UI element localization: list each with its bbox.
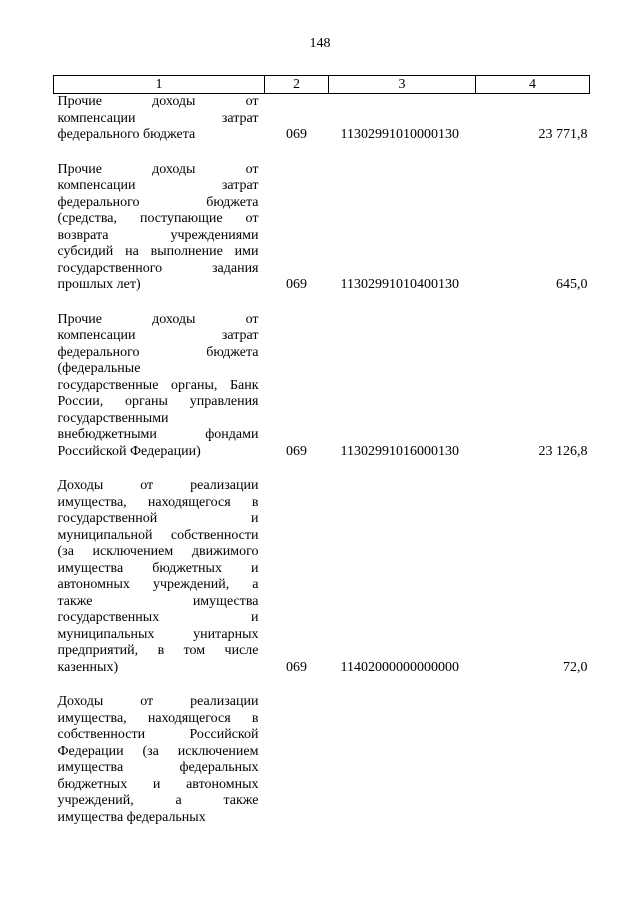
revenue-name-line: имущества федеральных [57, 760, 259, 775]
admin-code-cell: 069 [286, 443, 307, 459]
revenue-name-line: учреждений, а также [57, 793, 259, 808]
revenue-name-line: муниципальной собственности [57, 527, 259, 543]
revenue-name-line: компенсации затрат [57, 328, 259, 343]
kbk-code-cell: 11302991016000130 [340, 443, 459, 459]
admin-code-cell: 069 [286, 277, 307, 292]
revenue-name-line: казенных) [57, 659, 119, 675]
revenue-name-line: (средства, поступающие от [57, 211, 259, 226]
page-number: 148 [309, 36, 331, 51]
kbk-code-cell: 11302991010000130 [340, 127, 459, 142]
table-body [54, 94, 590, 827]
amount-cell: 23 771,8 [538, 127, 588, 142]
row-spacer [54, 144, 590, 162]
kbk-code-cell: 11302991010400130 [340, 277, 459, 292]
revenue-table [53, 75, 590, 826]
column-header-1: 1 [54, 76, 265, 94]
amount-cell: 23 126,8 [538, 443, 588, 459]
admin-code-cell [265, 694, 329, 826]
revenue-name-line: компенсации затрат [57, 178, 259, 193]
revenue-name-line: Прочие доходы от [57, 311, 259, 327]
amount-cell: 72,0 [563, 659, 588, 675]
revenue-name-line: государственной и [57, 511, 259, 526]
revenue-name-line: Российской Федерации) [57, 443, 201, 459]
revenue-name-line: государственного задания [57, 260, 259, 276]
revenue-name-line: Федерации (за исключением [57, 743, 259, 759]
column-header-4: 4 [476, 76, 590, 94]
revenue-name-line: внебюджетными фондами [57, 427, 259, 442]
column-header-3: 3 [329, 76, 476, 94]
revenue-name-line: государственные органы, Банк [57, 377, 259, 393]
revenue-name-line: собственности Российской [57, 727, 259, 742]
amount-cell: 645,0 [556, 277, 588, 292]
amount-cell [476, 694, 590, 826]
revenue-name-line: Прочие доходы от [57, 161, 259, 177]
revenue-name-line: возврата учреждениями [57, 227, 259, 243]
revenue-name-line: государственными [57, 410, 169, 426]
revenue-name-line: Прочие доходы от [57, 94, 259, 109]
revenue-name-line: автономных учреждений, а [57, 577, 259, 592]
table-row [54, 312, 590, 461]
revenue-name-line: имущества бюджетных и [57, 560, 259, 576]
kbk-code-cell: 11402000000000000 [340, 659, 459, 675]
revenue-name-line: государственных и [57, 610, 259, 625]
revenue-name-line: (за исключением движимого [57, 544, 259, 559]
kbk-code-cell [329, 694, 476, 826]
revenue-name-line: Доходы от реализации [57, 694, 259, 709]
table-row [54, 478, 590, 676]
row-spacer [54, 294, 590, 312]
revenue-name-line: имущества федеральных [57, 809, 206, 825]
revenue-name-line: субсидий на выполнение ими [57, 244, 259, 259]
table-header-row [54, 76, 590, 94]
admin-code-cell: 069 [286, 127, 307, 142]
revenue-name-cell [54, 312, 265, 461]
table-row [54, 162, 590, 294]
revenue-name-cell [54, 94, 265, 144]
table-row [54, 694, 590, 826]
revenue-name-line: имущества, находящегося в [57, 494, 259, 510]
revenue-name-line: прошлых лет) [57, 277, 141, 292]
revenue-name-line: федерального бюджета [57, 127, 196, 142]
revenue-name-line: Доходы от реализации [57, 478, 259, 493]
admin-code-cell: 069 [286, 659, 307, 675]
revenue-name-line: федерального бюджета [57, 194, 259, 210]
column-header-2: 2 [265, 76, 329, 94]
revenue-name-line: также имущества [57, 593, 259, 609]
revenue-name-line: имущества, находящегося в [57, 710, 259, 726]
row-spacer [54, 460, 590, 478]
table-row [54, 94, 590, 144]
revenue-name-cell [54, 478, 265, 676]
revenue-name-line: предприятий, в том числе [57, 643, 259, 658]
revenue-name-cell [54, 694, 265, 826]
revenue-name-line: федерального бюджета [57, 344, 259, 360]
revenue-name-line: компенсации затрат [57, 110, 259, 126]
revenue-name-line: России, органы управления [57, 394, 259, 409]
revenue-name-cell [54, 162, 265, 294]
revenue-name-line: бюджетных и автономных [57, 776, 259, 792]
row-spacer [54, 676, 590, 694]
revenue-name-line: (федеральные [57, 361, 141, 376]
revenue-name-line: муниципальных унитарных [57, 626, 259, 642]
